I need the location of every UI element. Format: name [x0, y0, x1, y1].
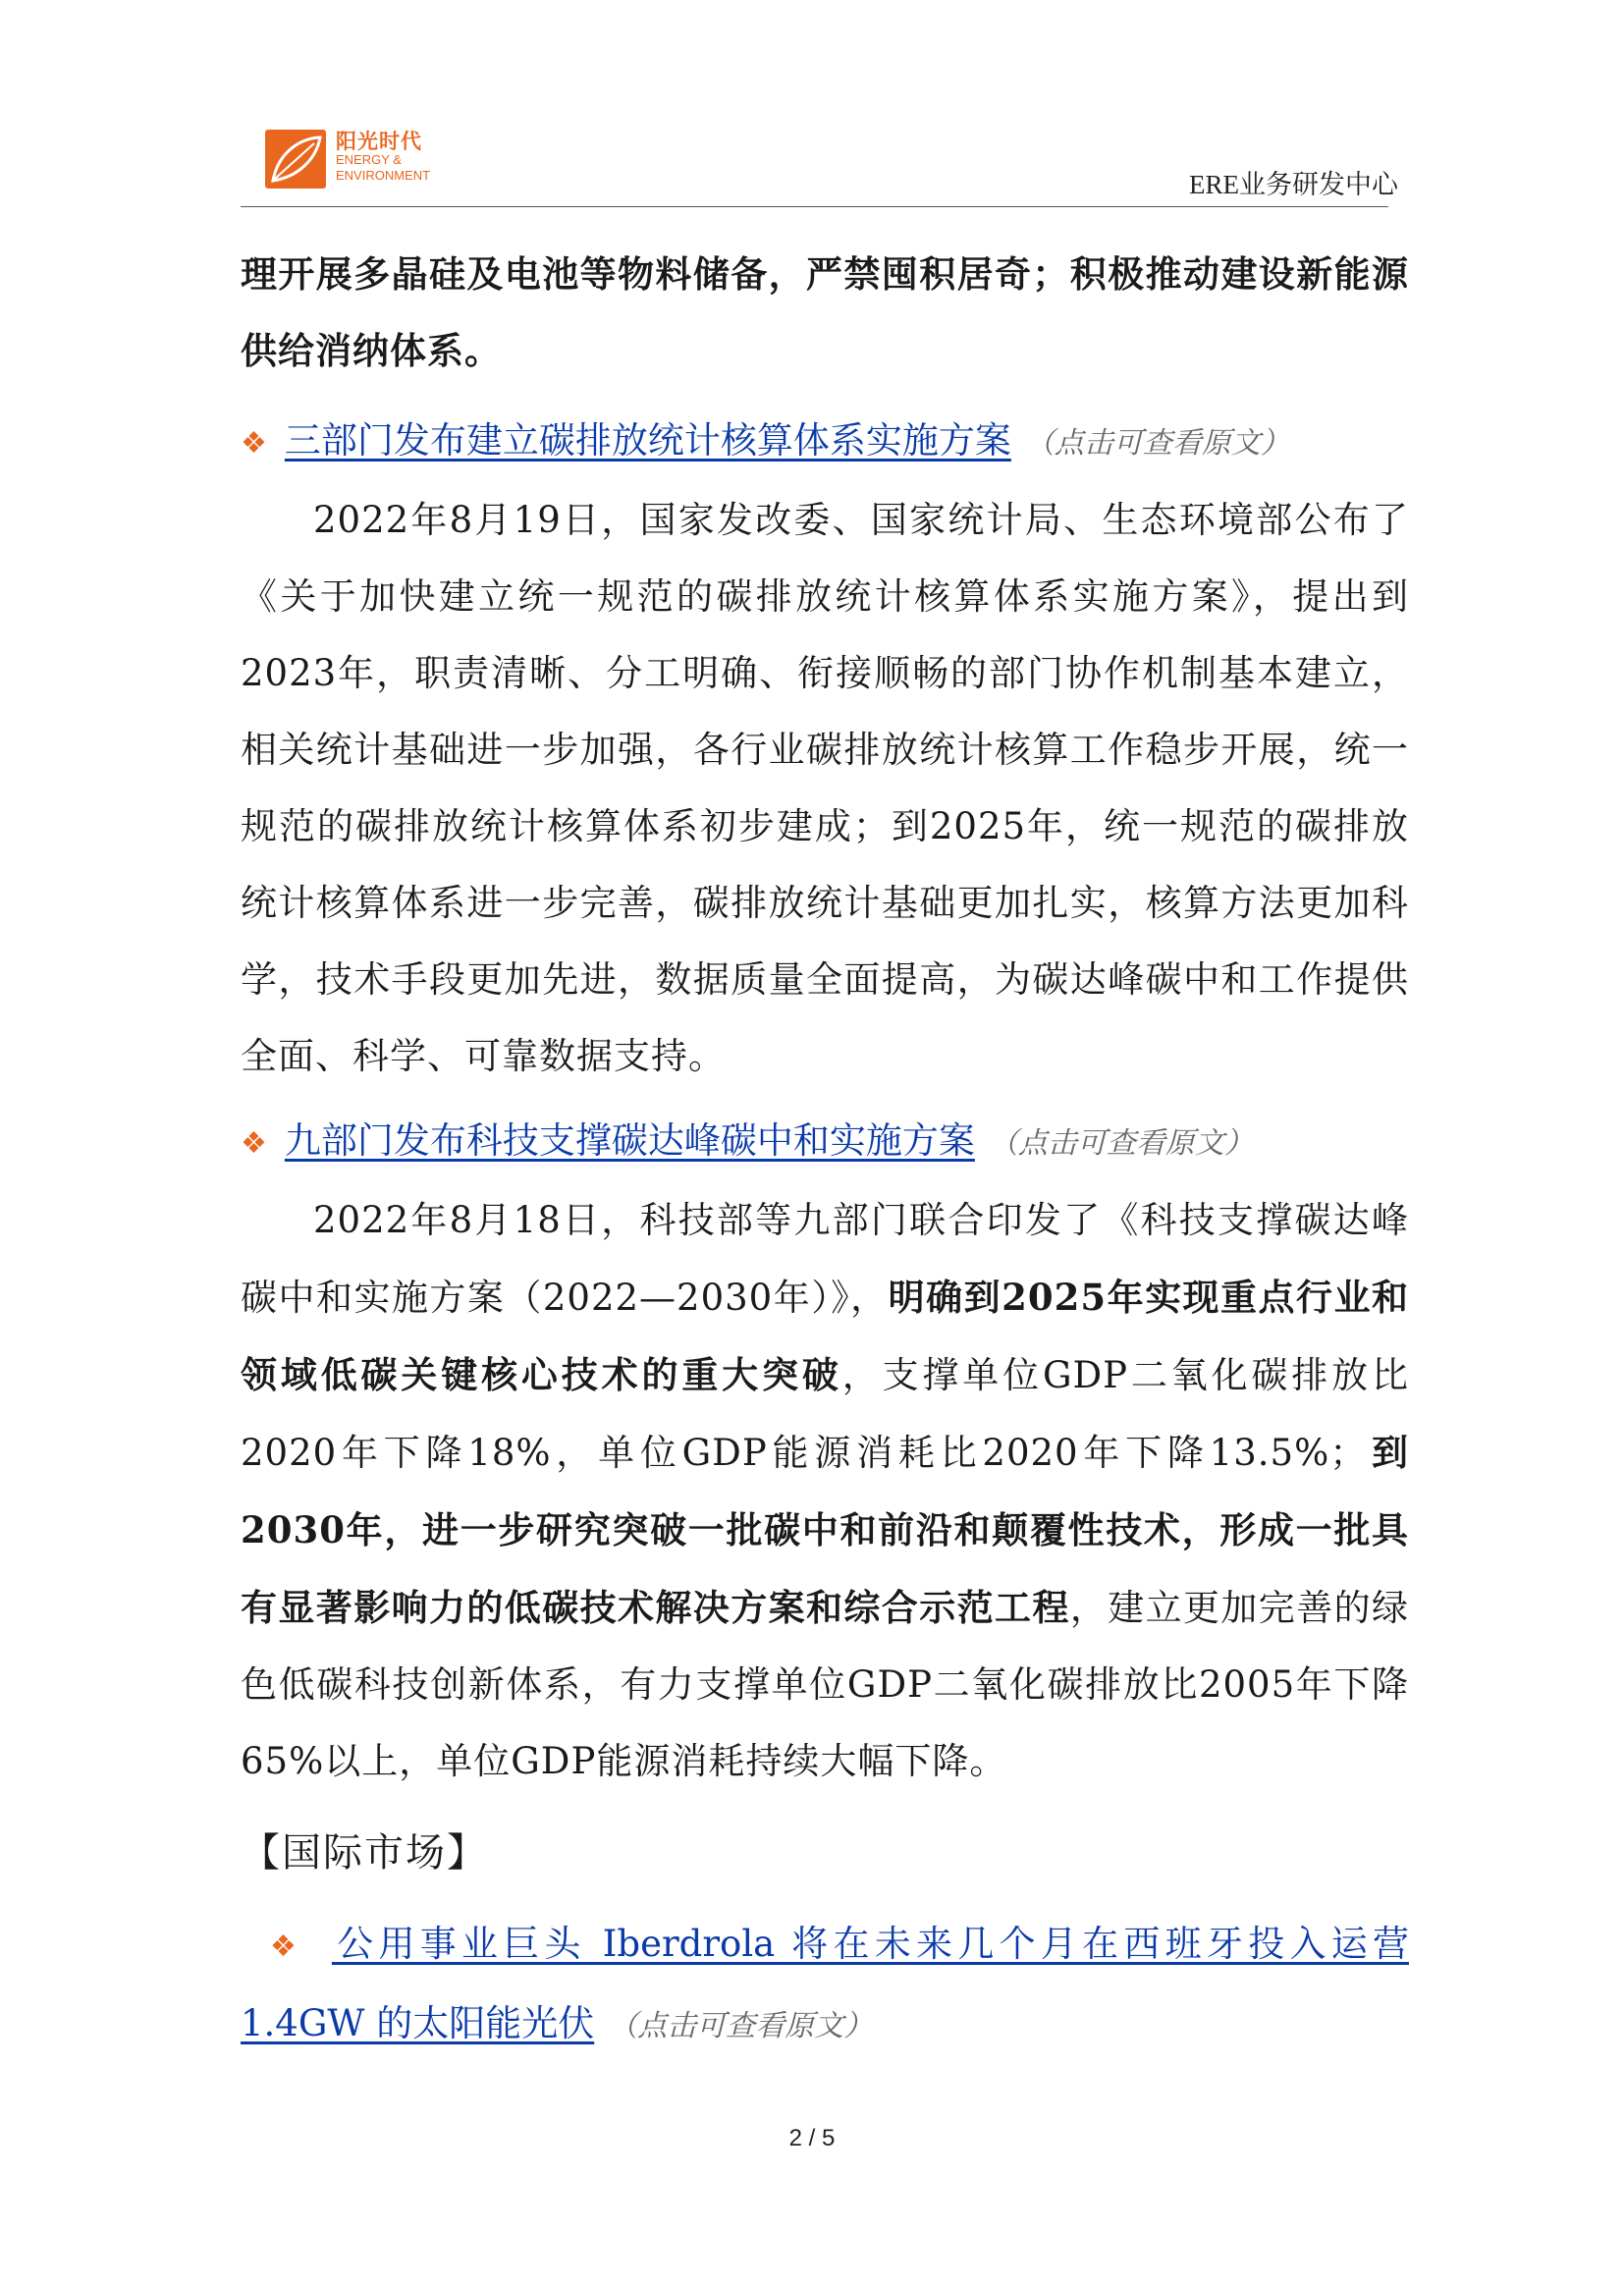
diamond-icon: ❖: [241, 1126, 267, 1161]
news-item-2-link[interactable]: 九部门发布科技支撑碳达峰碳中和实施方案: [284, 1119, 975, 1162]
news-item-2-note: （点击可查看原文）: [988, 1126, 1254, 1161]
logo-en-line2: ENVIRONMENT: [336, 168, 431, 183]
news-item-2-body: [241, 1182, 1409, 1800]
logo-chinese-name: 阳光时代: [336, 130, 422, 153]
news-item-3-link[interactable]: 公用事业巨头 Iberdrola 将在未来几个月在西班牙投入运营 1.4GW 的太阳能光伏: [241, 1923, 1409, 2044]
section-title-international: 【国际市场】: [241, 1830, 488, 1876]
leaf-logo-icon: [265, 130, 326, 189]
header-department: ERE业务研发中心: [1189, 170, 1398, 199]
news-item-2-heading: [241, 1103, 1409, 1182]
news-item-2-text-a: 2022年8月18日，科技部等九部门联合印发了《科技支撑碳达峰碳中和实施方案（2022—2030年）》，: [241, 1199, 1409, 1319]
news-item-1-link[interactable]: 三部门发布建立碳排放统计核算体系实施方案: [284, 419, 1011, 462]
news-item-1-note: （点击可查看原文）: [1024, 426, 1290, 461]
news-item-2-text-b: 明确到2025年实现重点行业和领域低碳关键核心技术的重大突破: [241, 1276, 1409, 1396]
news-item-1-body: 2022年8月19日，国家发改委、国家统计局、生态环境部公布了《关于加快建立统一规范的碳排放统计核算体系实施方案》，提出到2023年，职责清晰、分工明确、衔接顺畅的部门协作机制基本建立，相关统计基础进一步加强，各行业碳排放统计核算工作稳步开展，统一规范的碳排放统计核算体系初步建成；到2025年，统一规范的碳排放统计核算体系进一步完善，碳排放统计基础更加扎实，核算方法更加科学，技术手段更加先进，数据质量全面提高，为碳达峰碳中和工作提供全面、科学、可靠数据支持。: [241, 499, 1409, 1077]
news-item-3-heading: [241, 1906, 1409, 2065]
news-item-1-heading: [241, 403, 1409, 482]
page-number: 2 / 5: [788, 2125, 836, 2151]
news-item-2-text-e: ，建立更加完善的绿色低碳科技创新体系，有力支撑单位GDP二氧化碳排放比2005年下降65%以上，单位GDP能源消耗持续大幅下降。: [241, 1587, 1410, 1782]
news-item-3-note: （点击可查看原文）: [608, 2009, 874, 2043]
logo-english-name: [336, 152, 430, 184]
news-item-2-text-d: 到2030年，进一步研究突破一批碳中和前沿和颠覆性技术，形成一批具有显著影响力的低碳技术解决方案和综合示范工程: [241, 1431, 1410, 1629]
diamond-icon: ❖: [270, 1930, 297, 1964]
news-item-2-text-c: ，支撑单位GDP二氧化碳排放比2020年下降18%，单位GDP能源消耗比2020年下降13.5%；: [241, 1354, 1410, 1474]
document-body: [241, 236, 1409, 2065]
header-divider: [241, 206, 1388, 207]
continued-paragraph: 理开展多晶硅及电池等物料储备，严禁囤积居奇；积极推动建设新能源供给消纳体系。: [241, 252, 1409, 372]
logo-en-line1: ENERGY &: [336, 152, 402, 167]
diamond-icon: ❖: [241, 426, 267, 461]
page-header: [0, 0, 1624, 206]
company-logo: [265, 126, 481, 194]
